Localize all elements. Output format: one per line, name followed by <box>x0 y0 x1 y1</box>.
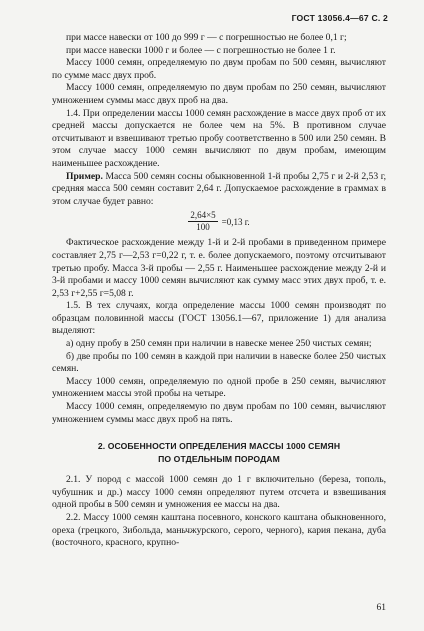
paragraph: Массу 1000 семян, определяемую по двум пробам по 250 семян, вычисляют умножением суммы масс двух проб на два. <box>52 82 386 106</box>
formula-numerator: 2,64×5 <box>190 210 216 221</box>
page-number: 61 <box>376 603 386 613</box>
paragraph: 1.4. При определении массы 1000 семян расхождение в массе двух проб от их средней массы допускается не более чем на 5%. В противном случае отсчитывают и взвешивают третью пробу соответственно в 500 или 250 семян. В этом случае массу 1000 семян вычисляют по двум пробам, имеющим наименьшее расхождение. <box>52 107 386 169</box>
formula-denominator: 100 <box>196 222 210 233</box>
paragraph: Массу 1000 семян, определяемую по двум пробам по 100 семян, вычисляют умножением суммы масс двух проб на пять. <box>52 401 386 425</box>
paragraph: Фактическое расхождение между 1-й и 2-й пробами в приведенном примере составляет 2,75 г—2,53 г=0,22 г, т. е. более допускаемого, поэтому отсчитывают третью пробу. Масса 3-й пробы — 2,55 г. Наименьшее расхождение между 2-й и 3-й пробами и массу 1000 семян вычисляют как сумму масс этих двух проб, т. е. 2,53 г+2,55 г=5,08 г. <box>52 237 386 299</box>
paragraph: 2.2. Массу 1000 семян каштана посевного, конского каштана обыкновенного, ореха (грецкого, Зибольда, маньчжурского, серого, черного), кария пекана, дуба (восточного, красного, крупно- <box>52 512 386 549</box>
formula-result: =0,13 г. <box>221 216 250 227</box>
page-header: ГОСТ 13056.4—67 С. 2 <box>291 13 388 23</box>
document-body <box>52 32 386 550</box>
paragraph: при массе навески 1000 г и более — с погрешностью не более 1 г. <box>66 44 336 56</box>
paragraph: б) две пробы по 100 семян в каждой при наличии в навеске более 250 чистых семян. <box>52 350 386 375</box>
formula <box>52 210 386 233</box>
example-paragraph <box>52 171 386 209</box>
section-title-line: 2. ОСОБЕННОСТИ ОПРЕДЕЛЕНИЯ МАССЫ 1000 СЕМЯН <box>97 441 341 452</box>
section-title <box>52 440 386 466</box>
paragraph: 1.5. В тех случаях, когда определение массы 1000 семян производят по образцам половинной массы (ГОСТ 13056.1—67, приложение 1) для анализа выделяют: <box>52 300 386 337</box>
paragraph: при массе навески от 100 до 999 г — с погрешностью не более 0,1 г; <box>66 32 347 43</box>
example-label: Пример. <box>66 170 103 182</box>
formula-fraction <box>188 210 217 233</box>
example-text: Масса 500 семян сосны обыкновенной 1-й пробы 2,75 г и 2-й 2,53 г, средняя масса 500 семян составит 2,64 г. Допускаемое расхождение в граммах в этом случае будет равно: <box>52 170 386 207</box>
section-title-line: ПО ОТДЕЛЬНЫМ ПОРОДАМ <box>158 454 280 465</box>
paragraph: Массу 1000 семян, определяемую по двум пробам по 500 семян, вычисляют по сумме масс двух проб. <box>52 57 386 81</box>
paragraph: 2.1. У пород с массой 1000 семян до 1 г включительно (береза, тополь, чубушник и др.) массу 1000 семян определяют путем отсчета и взвешивания одной пробы в 500 семян и умножения ее массы на два. <box>52 474 386 511</box>
paragraph: а) одну пробу в 250 семян при наличии в навеске менее 250 чистых семян; <box>66 338 372 350</box>
paragraph: Массу 1000 семян, определяемую по одной пробе в 250 семян, вычисляют умножением массы этой пробы на четыре. <box>52 375 386 400</box>
